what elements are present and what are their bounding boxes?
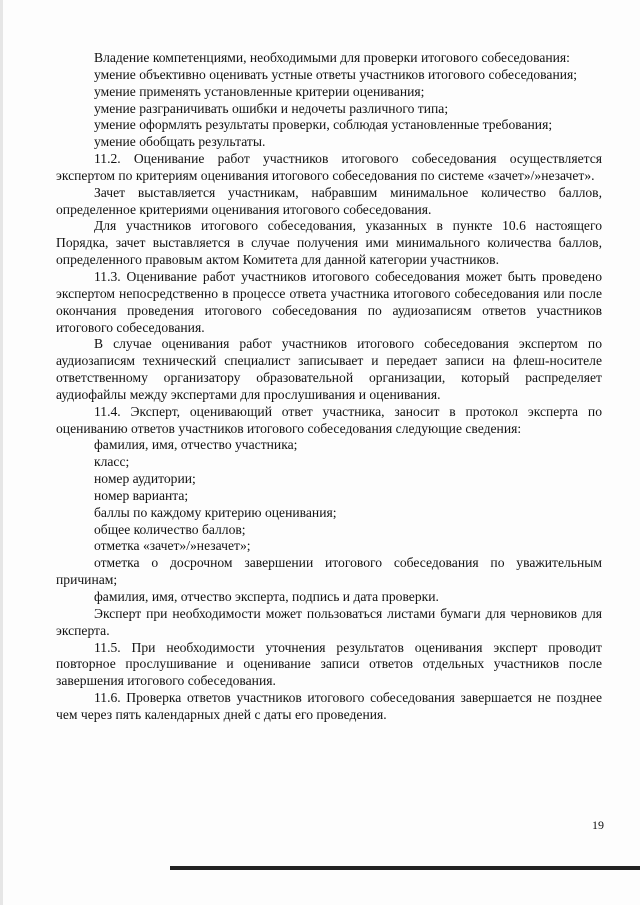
list-item-participant-name: фамилия, имя, отчество участника; [94,437,298,453]
list-item-class: класс; [94,454,130,470]
paragraph-skill-criteria: умение применять установленные критерии оценивания; [94,83,425,99]
scan-edge [0,0,3,905]
paragraph-11-5: 11.5. При необходимости уточнения результатов оценивания эксперт проводит повторное прослушивание и оценивание записи ответов отдельных участников после завершения итогового собеседования. [56,639,602,689]
paragraph-11-3: 11.3. Оценивание работ участников итогового собеседования может быть проведено экспертом непосредственно в процессе ответа участника итогового собеседования или после окончания проведения итогового собеседования по аудиозаписям ответов участников итогового собеседования. [56,268,602,335]
list-item-room: номер аудитории; [94,471,196,487]
document-body [56,50,602,724]
paragraph-special-participants: Для участников итогового собеседования, указанных в пункте 10.6 настоящего Порядка, зачет выставляется в случае получения ими минимального количества баллов, определенного правовым актом Комитета для данной категории участников. [56,218,602,268]
scan-bottom-rule [170,866,640,870]
page-number: 19 [592,818,604,832]
list-item-variant: номер варианта; [94,487,189,503]
paragraph-11-6: 11.6. Проверка ответов участников итогового собеседования завершается не позднее чем через пять календарных дней с даты его проведения. [56,690,602,722]
paragraph-11-4: 11.4. Эксперт, оценивающий ответ участника, заносит в протокол эксперта по оцениванию ответов участников итогового собеседования следующие сведения: [56,403,602,436]
paragraph-draft-sheets: Эксперт при необходимости может пользоваться листами бумаги для черновиков для эксперта. [56,605,602,638]
list-item-criteria-scores: баллы по каждому критерию оценивания; [94,504,337,520]
paragraph-11-2: 11.2. Оценивание работ участников итогового собеседования осуществляется экспертом по критериям оценивания итогового собеседования по системе «зачет»/»незачет». [56,151,602,183]
paragraph-pass-rule: Зачет выставляется участникам, набравшим минимальное количество баллов, определенное критериями оценивания итогового собеседования. [56,184,602,217]
paragraph-skill-objective: умение объективно оценивать устные ответы участников итогового собеседования; [94,66,578,82]
list-item-pass-mark: отметка «зачет»/»незачет»; [94,538,251,554]
list-item-expert-signature: фамилия, имя, отчество эксперта, подпись и дата проверки. [94,589,439,604]
paragraph-skill-errors: умение разграничивать ошибки и недочеты различного типа; [94,100,449,116]
paragraph-skill-results: умение оформлять результаты проверки, соблюдая установленные требования; [94,117,553,133]
paragraph-competencies-intro: Владение компетенциями, необходимыми для проверки итогового собеседования: [94,50,570,65]
paragraph-skill-generalize: умение обобщать результаты. [94,134,266,150]
list-item-early-completion: отметка о досрочном завершении итогового собеседования по уважительным причинам; [56,555,602,588]
list-item-total-score: общее количество баллов; [94,521,246,537]
paragraph-audio-evaluation: В случае оценивания работ участников итогового собеседования экспертом по аудиозаписям технический специалист записывает и передает записи на флеш-носителе ответственному организатору образовательной организации, который распределяет аудиофайлы между экспертами для прослушивания и оценивания. [56,336,602,402]
